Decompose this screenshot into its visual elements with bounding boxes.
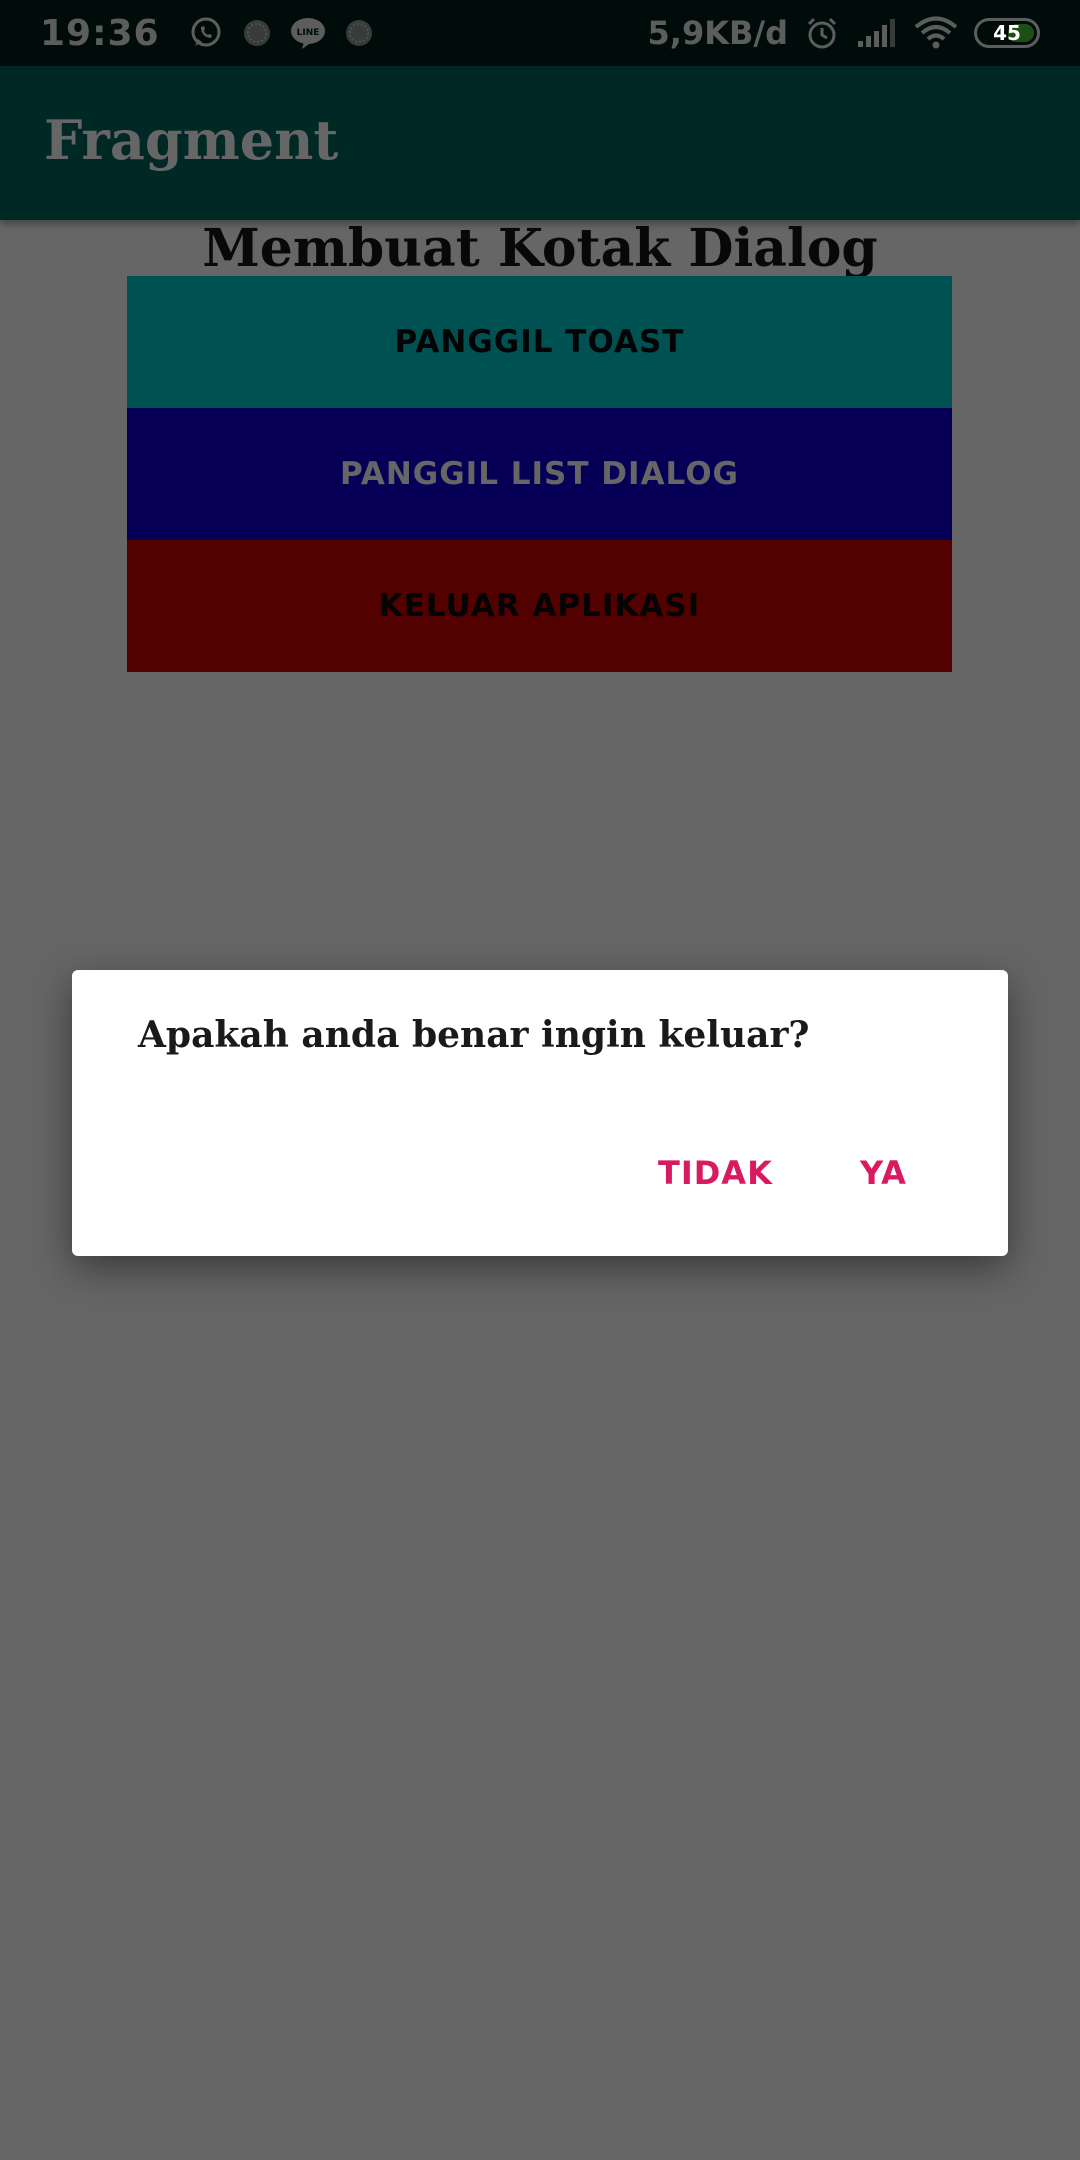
exit-confirm-dialog (72, 970, 1008, 1256)
dialog-no-button[interactable]: TIDAK (658, 1154, 773, 1192)
battery-level: 45 (993, 21, 1021, 45)
dialog-yes-button[interactable]: YA (860, 1154, 907, 1192)
dialog-message: Apakah anda benar ingin keluar? (138, 1014, 810, 1056)
